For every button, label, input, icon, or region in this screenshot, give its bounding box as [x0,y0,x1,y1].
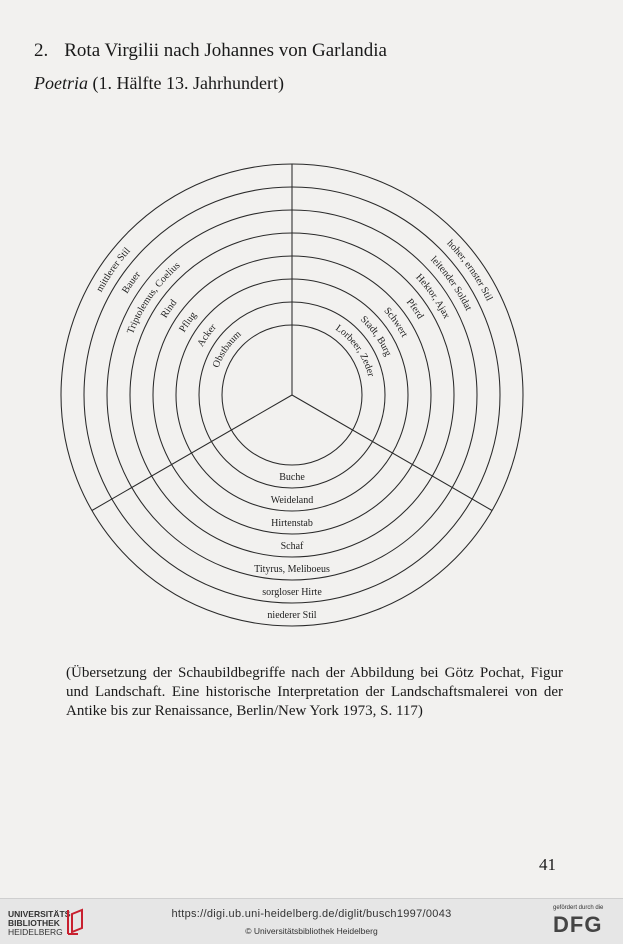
label-right-3: Hektor, Ajax [413,271,452,321]
label-right-7: Lorbeer, Zeder [333,322,377,378]
label-bottom-5: Hirtenstab [271,518,313,529]
label-left-5: Pflug [177,309,199,335]
diagram-spoke-3 [92,395,292,511]
subheading-date: (1. Hälfte 13. Jahrhundert) [92,73,284,93]
diagram-labels [94,238,494,621]
heading-number: 2. [34,40,49,61]
label-bottom-3: Tityrus, Meliboeus [254,564,330,575]
label-left-7: Obstbaum [210,328,244,370]
viewer-footer [0,898,623,944]
label-right-5: Schwert [381,305,410,340]
label-left-1: mittlerer Stil [94,245,133,294]
label-bottom-1: niederer Stil [267,610,317,621]
diagram-spoke-2 [292,395,492,511]
subheading-work: Poetria [34,73,88,93]
label-bottom-2: sorgloser Hirte [262,587,322,598]
label-left-2: Bauer [120,269,144,296]
dfg-logo: DFG [553,912,603,937]
library-line-3: HEIDELBERG [8,927,63,937]
label-right-6: Stadt, Burg [358,313,394,358]
funder-note: gefördert durch die [553,905,604,911]
library-line-2: BIBLIOTHEK [8,918,60,928]
library-line-1: UNIVERSITÄTS- [8,909,74,919]
label-bottom-6: Weideland [270,495,314,506]
label-bottom-4: Schaf [280,541,304,552]
label-left-4: Rind [159,297,180,321]
permalink-url[interactable]: https://digi.ub.uni-heidelberg.de/diglit/busch1997/0043 [171,908,452,920]
page-number: 41 [539,855,556,874]
label-left-3: Triptolemus, Coelius [125,260,183,336]
figure-caption: (Übersetzung der Schaubildbegriffe nach der Abbildung bei Götz Pochat, Figur und Landschaft. Eine historische Interpretation der Landschaftsmalerei von der Antike bis zur Renaissance, Berlin/New York 1973, S. 117) [66,665,563,719]
heading-title: Rota Virgilii nach Johannes von Garlandia [64,40,387,61]
label-right-1: hoher, ernster Stil [444,237,495,303]
copyright-text: © Universitätsbibliothek Heidelberg [245,926,378,936]
diagram-spokes [92,164,495,511]
label-right-4: Pferd [403,296,426,322]
label-right-2: leitender Soldat [428,254,474,313]
label-bottom-7: Buche [279,472,305,483]
label-left-6: Acker [195,321,219,349]
